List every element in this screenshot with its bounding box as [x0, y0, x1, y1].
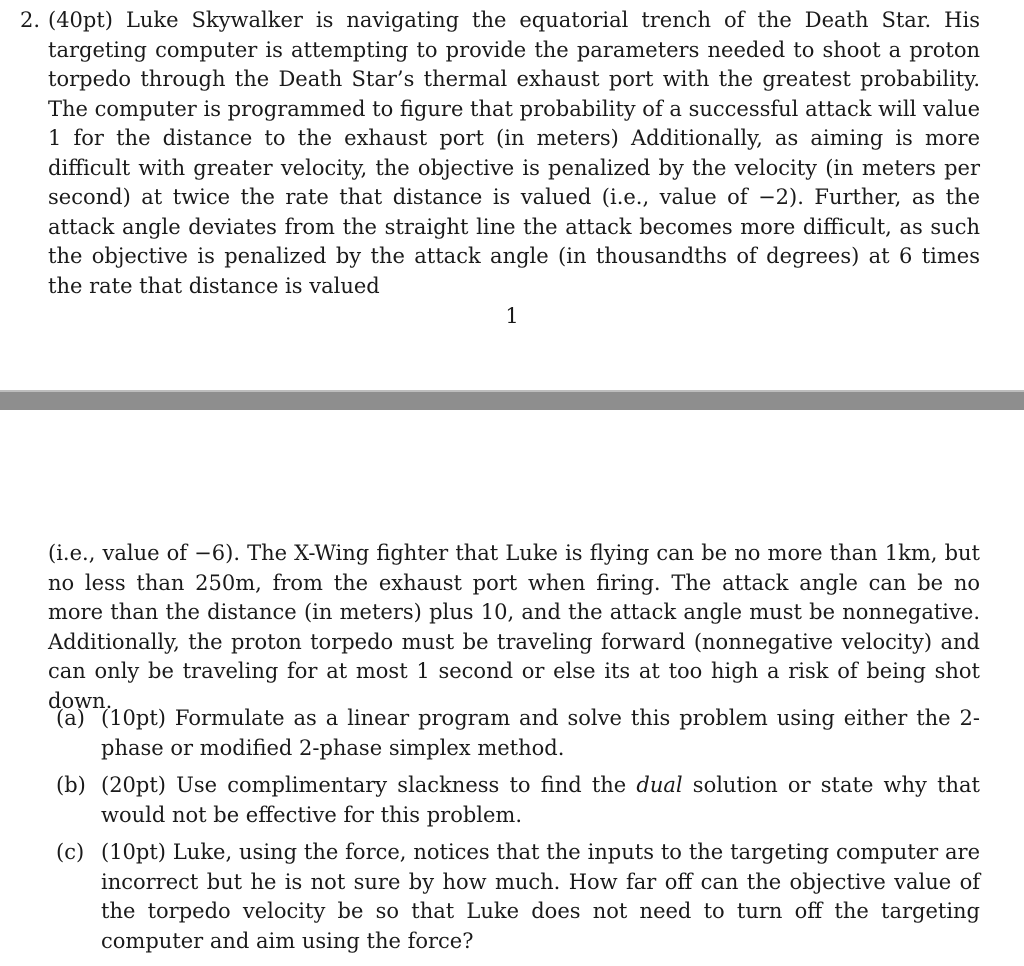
- sub-question-text: [101, 771, 980, 830]
- sub-question-b: [0, 771, 1024, 830]
- sub-question-label: (c): [56, 840, 85, 864]
- sub-question-text-before: (20pt) Use complimentary slackness to find the: [101, 773, 637, 797]
- sub-question-label: (a): [56, 706, 85, 730]
- problem-number: 2.: [20, 8, 41, 32]
- sub-question-a: [0, 704, 1024, 763]
- sub-question-text: (10pt) Luke, using the force, notices that the inputs to the targeting computer are incorrect but he is not sure by how much. How far off can the objective value of the torpedo velocity be so that Luke does not need to turn off the targeting computer and aim using the force?: [101, 840, 980, 953]
- problem-statement: [20, 6, 981, 301]
- sub-question-c: [0, 838, 1024, 956]
- page-break-divider: [0, 390, 1024, 410]
- emphasized-word: dual: [636, 773, 683, 797]
- sub-question-list: [0, 704, 1024, 964]
- sub-question-text: (10pt) Formulate as a linear program and solve this problem using either the 2-phase or modified 2-phase simplex method.: [101, 706, 980, 760]
- sub-question-label: (b): [56, 773, 86, 797]
- page-number: 1: [505, 304, 519, 328]
- problem-text-page1: (40pt) Luke Skywalker is navigating the equatorial trench of the Death Star. His targeting computer is attempting to provide the parameters needed to shoot a proton torpedo through the Death Star’s thermal exhaust port with the greatest probability. The computer is programmed to figure that probability of a successful attack will value 1 for the distance to the exhaust port (in meters) Additionally, as aiming is more difficult with greater velocity, the objective is penalized by the velocity (in meters per second) at twice the rate that distance is valued (i.e., value of −2). Further, as the attack angle deviates from the straight line the attack becomes more difficult, as such the objective is penalized by the attack angle (in thousandths of degrees) at 6 times the rate that distance is valued: [48, 8, 981, 298]
- problem-text-continuation: (i.e., value of −6). The X-Wing fighter that Luke is flying can be no more than 1km, but no less than 250m, from the exhaust port when firing. The attack angle can be no more than the distance (in meters) plus 10, and the attack angle must be nonnegative. Additionally, the proton torpedo must be traveling forward (nonnegative velocity) and can only be traveling for at most 1 second or else its at too high a risk of being shot down.: [48, 541, 980, 713]
- sub-question-text-after: solution or state why that would not be effective for this problem.: [101, 773, 980, 827]
